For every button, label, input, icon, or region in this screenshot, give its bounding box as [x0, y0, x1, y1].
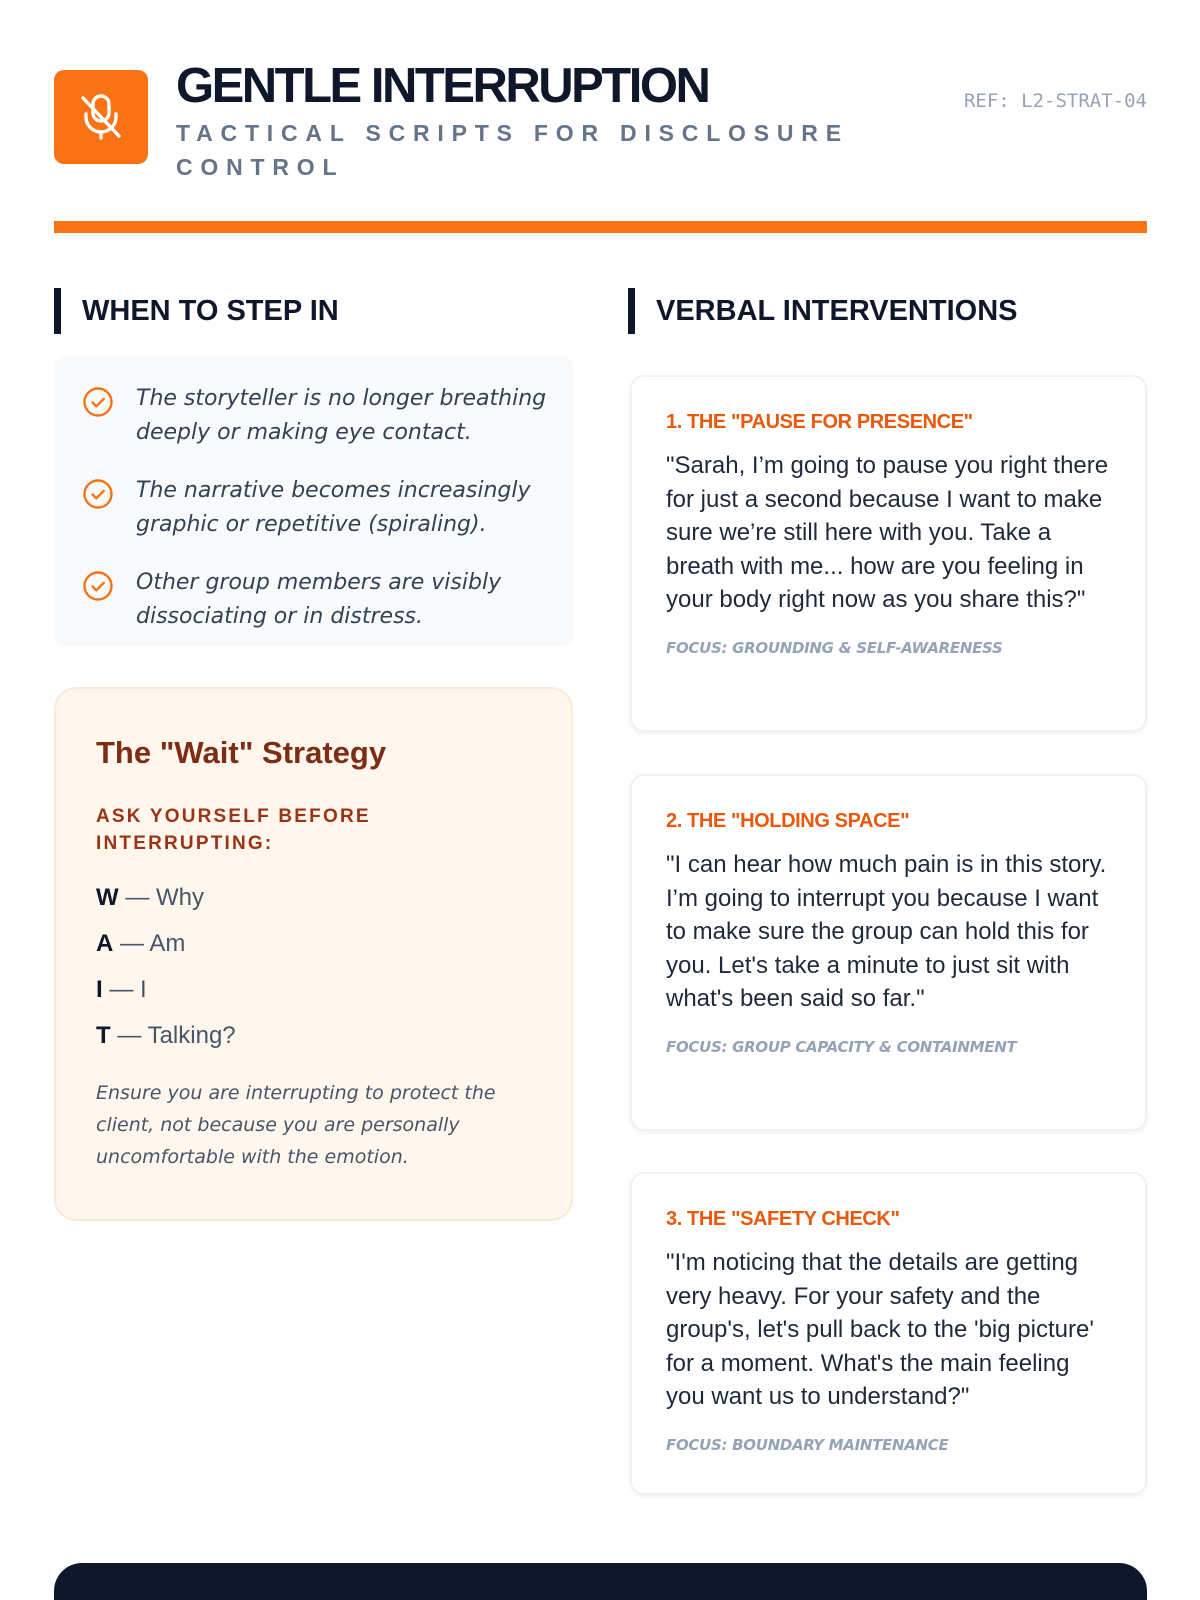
acronym-word: — I [109, 976, 147, 1003]
intervention-title: 2. THE "HOLDING SPACE" [666, 810, 910, 832]
reference-code: REF: L2-STRAT-04 [963, 90, 1147, 112]
page-title: GENTLE INTERRUPTION [176, 59, 709, 113]
intervention-focus: FOCUS: BOUNDARY MAINTENANCE [666, 1435, 949, 1454]
intervention-title: 1. THE "PAUSE FOR PRESENCE" [666, 411, 973, 433]
when-to-step-in-heading: WHEN TO STEP IN [54, 288, 339, 334]
checklist-item-text: The narrative becomes increasingly graphic or repetitive (spiraling). [136, 478, 531, 537]
acronym-row [96, 883, 531, 913]
header-divider [54, 221, 1147, 233]
verbal-interventions-heading: VERBAL INTERVENTIONS [628, 288, 1017, 334]
intervention-script: "I can hear how much pain is in this story. I’m going to interrupt you because I want to make sure the group can hold this for you. Let's take a minute to just sit with what's been said so far." [666, 851, 1107, 1012]
intervention-title: 3. THE "SAFETY CHECK" [666, 1208, 900, 1230]
intervention-focus: FOCUS: GROUP CAPACITY & CONTAINMENT [666, 1037, 1017, 1056]
footer-panel [54, 1563, 1147, 1600]
wait-acronym-list [96, 883, 531, 1051]
check-circle-icon [82, 478, 114, 510]
acronym-word: — Why [125, 884, 204, 911]
intervention-script: "Sarah, I’m going to pause you right there for just a second because I want to make sure we’re still here with you. Take a breath with me... how are you feeling in your body right now as you share this?" [666, 452, 1109, 613]
acronym-row [96, 929, 531, 959]
wait-strategy-panel [54, 687, 573, 1221]
page-header [54, 56, 1147, 186]
acronym-letter: W [96, 884, 119, 911]
intervention-script: "I'm noticing that the details are getting very heavy. For your safety and the group's, let's pull back to the 'big picture' for a moment. What's the main feeling you want us to understand?" [666, 1249, 1094, 1410]
intervention-card [630, 1172, 1147, 1495]
acronym-letter: A [96, 930, 114, 957]
acronym-letter: I [96, 976, 103, 1003]
intervention-card [630, 375, 1147, 732]
wait-strategy-title: The "Wait" Strategy [96, 735, 387, 770]
when-checklist [54, 356, 573, 647]
checklist-item [82, 566, 547, 634]
microphone-off-icon [54, 70, 148, 164]
checklist-item [82, 382, 547, 450]
acronym-row [96, 1021, 531, 1051]
acronym-letter: T [96, 1022, 111, 1049]
checklist-item-text: The storyteller is no longer breathing deeply or making eye contact. [136, 386, 547, 445]
wait-strategy-subtitle: ASK YOURSELF BEFORE INTERRUPTING: [96, 806, 371, 854]
wait-strategy-note: Ensure you are interrupting to protect the client, not because you are personally uncomfortable with the emotion. [96, 1082, 496, 1168]
acronym-word: — Am [120, 930, 186, 957]
acronym-word: — Talking? [117, 1022, 236, 1049]
intervention-focus: FOCUS: GROUNDING & SELF-AWARENESS [666, 638, 1003, 657]
page-subtitle: TACTICAL SCRIPTS FOR DISCLOSURE CONTROL [176, 120, 849, 180]
acronym-row [96, 975, 531, 1005]
checklist-item [82, 474, 547, 542]
check-circle-icon [82, 386, 114, 418]
intervention-card [630, 774, 1147, 1131]
check-circle-icon [82, 570, 114, 602]
checklist-item-text: Other group members are visibly dissociating or in distress. [136, 570, 502, 629]
